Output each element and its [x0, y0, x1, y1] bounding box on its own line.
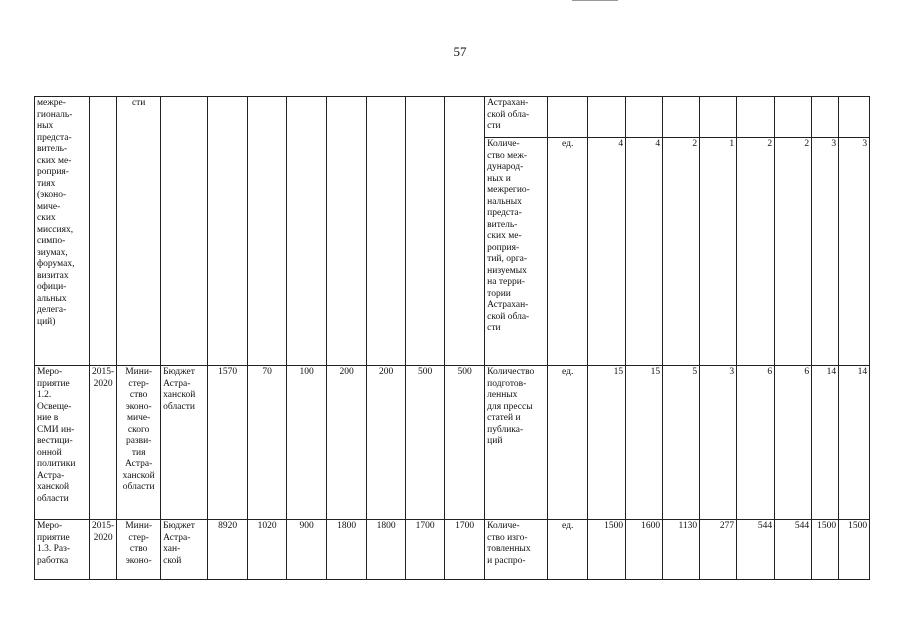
indicator-value-cell: 1130: [663, 520, 700, 580]
scan-artifact-line: [572, 0, 618, 1]
finance-year-cell: 1700: [406, 520, 445, 580]
program-table: [34, 96, 870, 580]
indicator-value-cell: 2: [737, 138, 775, 366]
event-name-cell: [35, 366, 90, 520]
indicator-value-cell: [663, 97, 700, 138]
period-cell: [90, 97, 117, 366]
event-name: межре- гиональ- ных предста- витель- ских ме- роприя- тиях (эконо- миче- ских миссиях, симпо- зиумах, форумах, визитах офици- альных делега- ций): [37, 98, 75, 327]
indicator-value-cell: 4: [588, 138, 626, 366]
finance-year-cell: [327, 97, 367, 366]
page-number: 57: [453, 44, 467, 59]
funding-source: Бюджет Астра- хан- ской: [163, 521, 195, 566]
finance-year-cell: 200: [367, 366, 406, 520]
finance-year-cell: 70: [248, 366, 287, 520]
indicator-value-cell: [588, 97, 626, 138]
indicator-value-cell: 14: [812, 366, 839, 520]
indicator-cell: [485, 138, 548, 366]
source-cell: [161, 520, 208, 580]
indicator-cell: [485, 520, 548, 580]
indicator-value-cell: 6: [775, 366, 812, 520]
indicator-value-cell: [812, 97, 839, 138]
finance-total-cell: [208, 97, 248, 366]
period: 2015- 2020: [92, 367, 115, 389]
table-row: [35, 97, 870, 138]
finance-year-cell: 200: [327, 366, 367, 520]
funding-source: Бюджет Астра- ханской области: [163, 367, 196, 412]
finance-total-cell: 1570: [208, 366, 248, 520]
unit-cell: ед.: [548, 138, 588, 366]
indicator-value-cell: 15: [588, 366, 626, 520]
source-cell: [161, 366, 208, 520]
event-name-cell: [35, 520, 90, 580]
period-cell: [90, 520, 117, 580]
event-name: Меро- приятие 1.2. Освеще- ние в СМИ ин- вестици- онной политики Астра- ханской области: [37, 367, 76, 504]
executor-cell: [117, 97, 161, 366]
indicator-text: Астрахан- ской обла- сти: [487, 98, 530, 131]
indicator-value-cell: 1500: [588, 520, 626, 580]
finance-year-cell: [367, 97, 406, 366]
indicator-text: Количество подготов- ленных для прессы статей и публика- ций: [487, 367, 535, 446]
finance-year-cell: [248, 97, 287, 366]
indicator-value-cell: 2: [663, 138, 700, 366]
indicator-value-cell: 1600: [626, 520, 663, 580]
executor-cell: [117, 366, 161, 520]
unit-cell: ед.: [548, 520, 588, 580]
indicator-value-cell: [737, 97, 775, 138]
indicator-value-cell: [626, 97, 663, 138]
finance-year-cell: 900: [287, 520, 327, 580]
finance-year-cell: [406, 97, 445, 366]
period-cell: [90, 366, 117, 520]
executor: Мини- стер- ство эконо-: [125, 521, 153, 566]
indicator-text: Количе- ство меж- дународ- ных и межрегио- нальных предста- витель- ских ме- роприя- тий, орга- низуемых на терри- тории Астрахан- ской обла- сти: [487, 139, 530, 333]
finance-year-cell: [287, 97, 327, 366]
finance-year-cell: 500: [445, 366, 485, 520]
indicator-value-cell: 6: [737, 366, 775, 520]
unit-cell: ед.: [548, 366, 588, 520]
indicator-cell: [485, 366, 548, 520]
finance-year-cell: [445, 97, 485, 366]
finance-year-cell: 1020: [248, 520, 287, 580]
indicator-value-cell: [839, 97, 870, 138]
source-cell: [161, 97, 208, 366]
indicator-value-cell: 4: [626, 138, 663, 366]
finance-total-cell: 8920: [208, 520, 248, 580]
indicator-value-cell: 544: [775, 520, 812, 580]
indicator-value-cell: 277: [700, 520, 737, 580]
indicator-value-cell: 3: [700, 366, 737, 520]
indicator-value-cell: 1500: [812, 520, 839, 580]
indicator-value-cell: 1: [700, 138, 737, 366]
period: 2015- 2020: [92, 521, 115, 543]
indicator-value-cell: 544: [737, 520, 775, 580]
indicator-value-cell: 1500: [839, 520, 870, 580]
indicator-value-cell: 3: [812, 138, 839, 366]
indicator-value-cell: 3: [839, 138, 870, 366]
executor: сти: [131, 98, 146, 108]
executor-cell: [117, 520, 161, 580]
indicator-value-cell: [700, 97, 737, 138]
finance-year-cell: 500: [406, 366, 445, 520]
indicator-value-cell: 2: [775, 138, 812, 366]
unit-cell: [548, 97, 588, 138]
event-name: Меро- приятие 1.3. Раз- работка: [37, 521, 71, 566]
indicator-value-cell: 15: [626, 366, 663, 520]
indicator-cell: [485, 97, 548, 138]
indicator-value-cell: [775, 97, 812, 138]
finance-year-cell: 100: [287, 366, 327, 520]
executor: Мини- стер- ство эконо- миче- ского разви- тия Астра- ханской области: [122, 367, 155, 492]
table-row: [35, 366, 870, 520]
indicator-text: Количе- ство изго- товленных и распро-: [487, 521, 531, 566]
finance-year-cell: 1800: [367, 520, 406, 580]
finance-year-cell: 1800: [327, 520, 367, 580]
indicator-value-cell: 14: [839, 366, 870, 520]
indicator-value-cell: 5: [663, 366, 700, 520]
table-row: [35, 520, 870, 580]
event-name-cell: [35, 97, 90, 366]
finance-year-cell: 1700: [445, 520, 485, 580]
